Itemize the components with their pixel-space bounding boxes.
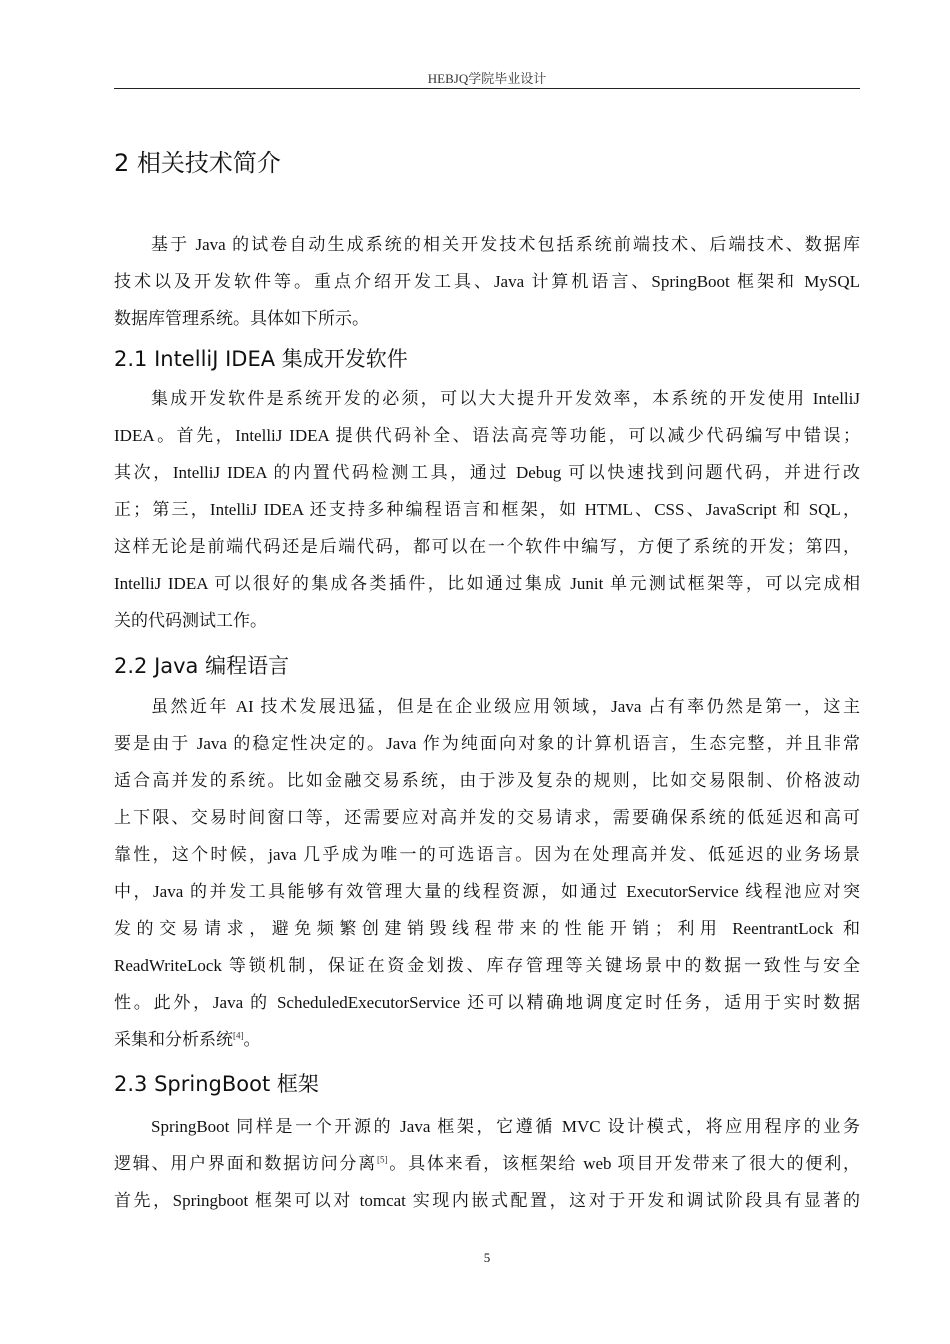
citation-ref[interactable]: [4] [233,1030,244,1041]
section-2-1-title: 2.1 IntelliJ IDEA 集成开发软件 [114,347,408,371]
text-line: 发的交易请求，避免频繁创建销毁线程带来的性能开销；利用 ReentrantLock 和 [114,919,860,938]
page-number: 5 [483,1250,491,1265]
header-rule [114,88,860,89]
section-2-1-paragraph [114,380,860,639]
section-2-2-title: 2.2 Java 编程语言 [114,654,290,678]
text-line: 首先，Springboot 框架可以对 tomcat 实现内嵌式配置，这对于开发和调试阶段具有显著的 [114,1191,860,1210]
text-line: 适合高并发的系统。比如金融交易系统，由于涉及复杂的规则，比如交易限制、价格波动 [114,771,860,790]
text-line: 要是由于 Java 的稳定性决定的。Java 作为纯面向对象的计算机语言，生态完整，并且非常 [114,734,860,753]
text-line: 基于 Java 的试卷自动生成系统的相关开发技术包括系统前端技术、后端技术、数据库 [151,235,860,254]
text-line [114,1145,860,1182]
running-header: HEBJQ学院毕业设计 [427,71,547,86]
text-line: IDEA。首先，IntelliJ IDEA 提供代码补全、语法高亮等功能，可以减少代码编写中错误； [114,426,860,445]
text-line: 靠性，这个时候，java 几乎成为唯一的可选语言。因为在处理高并发、低延迟的业务场景 [114,845,860,864]
intro-paragraph [114,226,860,337]
text-line: 这样无论是前端代码还是后端代码，都可以在一个软件中编写，方便了系统的开发；第四， [114,537,860,556]
text-run: 。 [243,1030,261,1049]
text-line: 性。此外，Java 的 ScheduledExecutorService 还可以精确地调度定时任务，适用于实时数据 [114,993,860,1012]
text-line: ReadWriteLock 等锁机制，保证在资金划拨、库存管理等关键场景中的数据一致性与安全 [114,956,860,975]
text-line: 其次，IntelliJ IDEA 的内置代码检测工具，通过 Debug 可以快速找到问题代码，并进行改 [114,463,860,482]
text-line: 虽然近年 AI 技术发展迅猛，但是在企业级应用领域，Java 占有率仍然是第一，这主 [151,697,860,716]
text-line: 技术以及开发软件等。重点介绍开发工具、Java 计算机语言、SpringBoot 框架和 MySQL [114,272,860,291]
text-line: 正；第三，IntelliJ IDEA 还支持多种编程语言和框架，如 HTML、CSS、JavaScript 和 SQL， [114,500,860,519]
text-line: 关的代码测试工作。 [114,611,267,630]
text-line [114,1021,860,1058]
text-run: 。具体来看，该框架给 web 项目开发带来了很大的便利， [387,1154,860,1173]
text-line: 数据库管理系统。具体如下所示。 [114,309,369,328]
text-line: 中，Java 的并发工具能够有效管理大量的线程资源，如通过 ExecutorService 线程池应对突 [114,882,860,901]
text-run: 采集和分析系统 [114,1030,233,1049]
section-2-3-title: 2.3 SpringBoot 框架 [114,1072,319,1096]
text-line: SpringBoot 同样是一个开源的 Java 框架，它遵循 MVC 设计模式，将应用程序的业务 [151,1117,860,1136]
text-line: 集成开发软件是系统开发的必须，可以大大提升开发效率，本系统的开发使用 IntelliJ [151,389,860,408]
text-line: 上下限、交易时间窗口等，还需要应对高并发的交易请求，需要确保系统的低延迟和高可 [114,808,860,827]
section-2-3-paragraph [114,1108,860,1219]
text-line: IntelliJ IDEA 可以很好的集成各类插件，比如通过集成 Junit 单元测试框架等，可以完成相 [114,574,860,593]
text-run: 逻辑、用户界面和数据访问分离 [114,1154,378,1173]
section-2-2-paragraph [114,688,860,1058]
citation-ref[interactable]: [5] [377,1154,388,1165]
chapter-title: 2 相关技术简介 [114,149,281,177]
